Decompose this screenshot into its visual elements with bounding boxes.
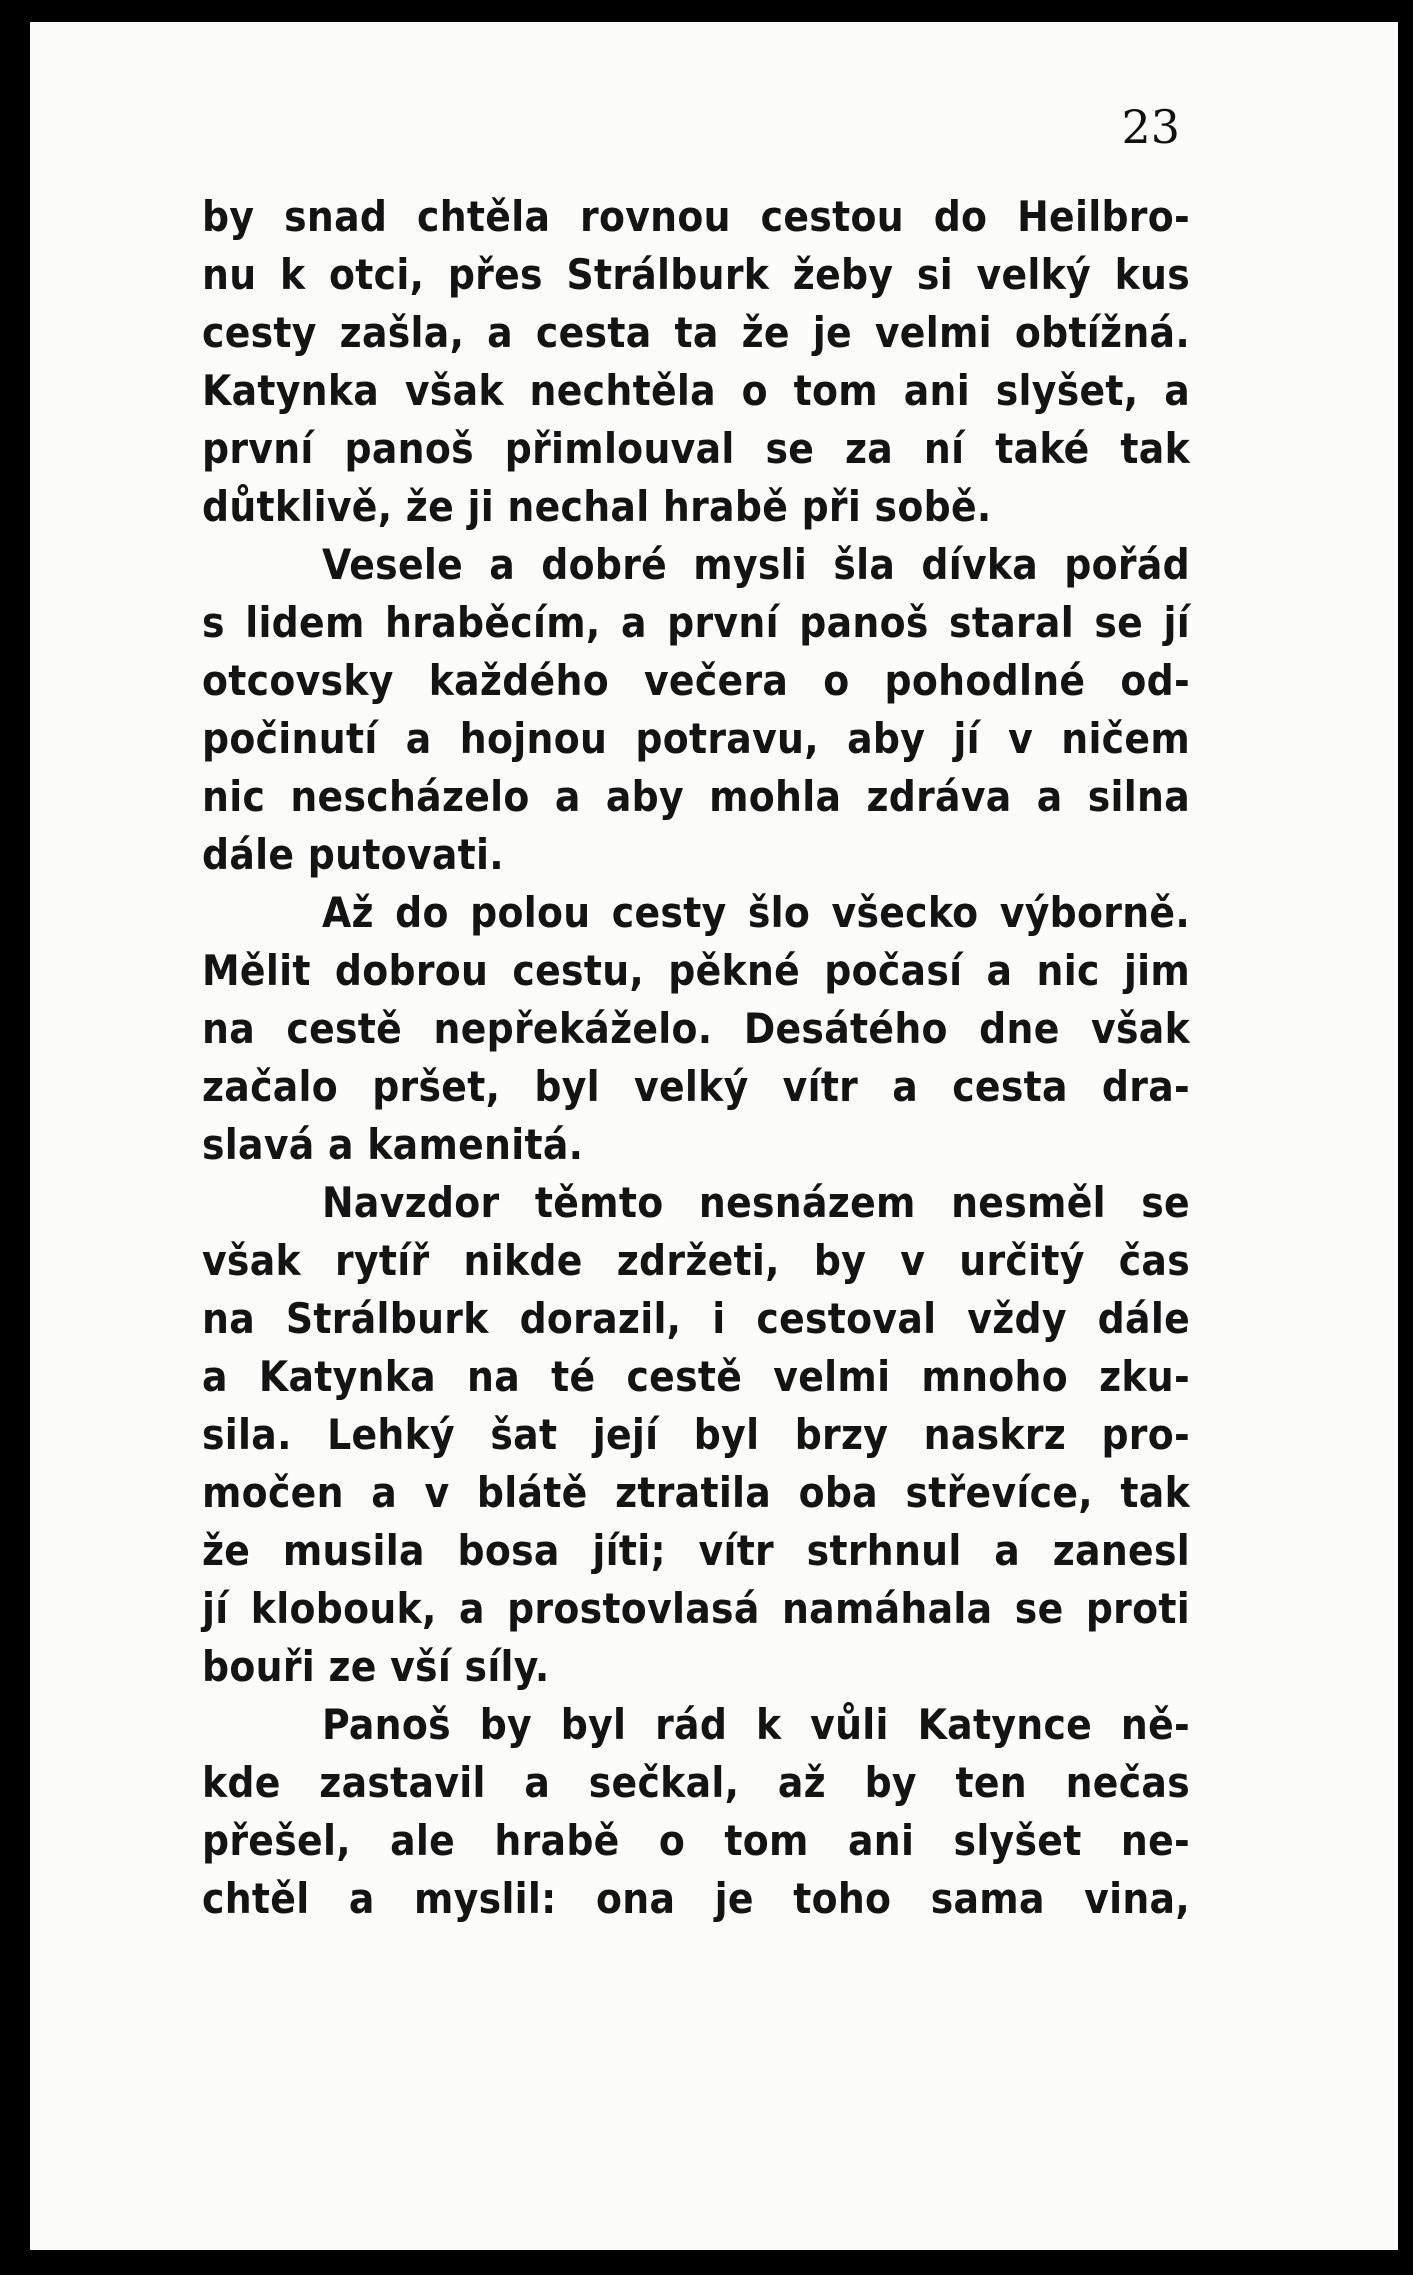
text-line: nu k otci, přes Strálburk žeby si velký kus bbox=[202, 250, 1190, 299]
text-line: Vesele a dobré mysli šla dívka pořád bbox=[322, 540, 1190, 589]
text-line: Panoš by byl rád k vůli Katynce ně- bbox=[322, 1700, 1190, 1749]
text-line: na Strálburk dorazil, i cestoval vždy dále bbox=[202, 1294, 1190, 1343]
text-line: otcovsky každého večera o pohodlné od- bbox=[202, 656, 1190, 705]
text-line: přešel, ale hrabě o tom ani slyšet ne- bbox=[202, 1816, 1190, 1865]
book-page bbox=[30, 22, 1398, 2250]
body-text bbox=[202, 188, 1190, 1928]
text-line: počinutí a hojnou potravu, aby jí v ničem bbox=[202, 714, 1190, 763]
text-line: Katynka však nechtěla o tom ani slyšet, a bbox=[202, 366, 1190, 415]
text-line: začalo pršet, byl velký vítr a cesta dra- bbox=[202, 1062, 1190, 1111]
text-line: chtěl a myslil: ona je toho sama vina, bbox=[202, 1874, 1190, 1923]
text-line: s lidem hraběcím, a první panoš staral se jí bbox=[202, 598, 1190, 647]
text-line: nic nescházelo a aby mohla zdráva a silna bbox=[202, 772, 1190, 821]
text-line: bouři ze vší síly. bbox=[202, 1642, 550, 1691]
text-line: však rytíř nikde zdržeti, by v určitý čas bbox=[202, 1236, 1190, 1285]
text-line: na cestě nepřekáželo. Desátého dne však bbox=[202, 1004, 1190, 1053]
text-line: první panoš přimlouval se za ní také tak bbox=[202, 424, 1190, 473]
text-line: kde zastavil a sečkal, až by ten nečas bbox=[202, 1758, 1190, 1807]
text-line: Navzdor těmto nesnázem nesměl se bbox=[322, 1178, 1190, 1227]
text-line: jí klobouk, a prostovlasá namáhala se proti bbox=[202, 1584, 1190, 1633]
text-line: Až do polou cesty šlo všecko výborně. bbox=[322, 888, 1190, 937]
text-line: důtklivě, že ji nechal hrabě při sobě. bbox=[202, 482, 992, 531]
text-line: sila. Lehký šat její byl brzy naskrz pro- bbox=[202, 1410, 1190, 1459]
text-line: slavá a kamenitá. bbox=[202, 1120, 584, 1169]
text-line: Mělit dobrou cestu, pěkné počasí a nic jim bbox=[202, 946, 1190, 995]
page-number: 23 bbox=[1121, 100, 1180, 154]
text-line: a Katynka na té cestě velmi mnoho zku- bbox=[202, 1352, 1190, 1401]
text-line: močen a v blátě ztratila oba střevíce, tak bbox=[202, 1468, 1190, 1517]
text-line: cesty zašla, a cesta ta že je velmi obtížná. bbox=[202, 308, 1190, 357]
text-line: by snad chtěla rovnou cestou do Heilbro- bbox=[202, 192, 1190, 241]
text-line: dále putovati. bbox=[202, 830, 504, 879]
text-line: že musila bosa jíti; vítr strhnul a zanesl bbox=[202, 1526, 1190, 1575]
book-binding-edge bbox=[0, 0, 30, 2275]
